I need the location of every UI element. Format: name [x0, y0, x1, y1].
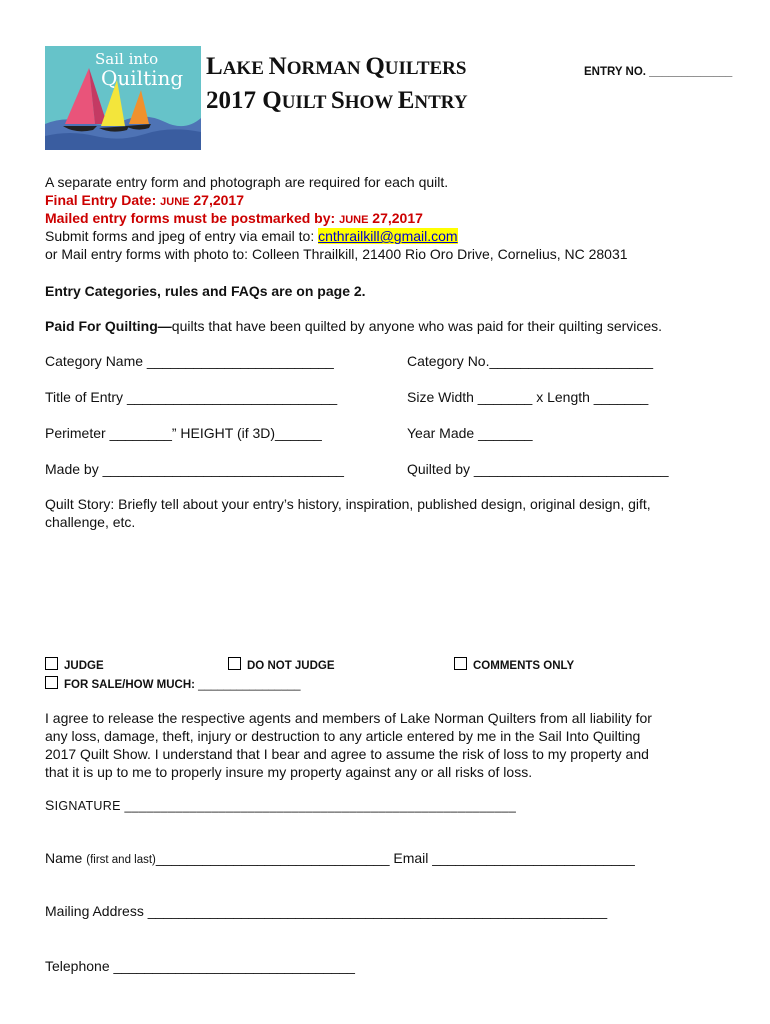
telephone-field[interactable]: Telephone _______________________________ [45, 958, 355, 974]
submit-email-line: Submit forms and jpeg of entry via email to: cnthrailkill@gmail.com [45, 228, 458, 244]
do-not-judge-checkbox[interactable] [228, 657, 241, 670]
do-not-judge-option[interactable]: DO NOT JUDGE [228, 657, 335, 672]
category-no-field[interactable]: Category No._____________________ [407, 353, 653, 369]
category-name-field[interactable]: Category Name ________________________ [45, 353, 334, 369]
categories-note: Entry Categories, rules and FAQs are on page 2. [45, 283, 366, 299]
paid-for-quilting: Paid For Quilting—quilts that have been quilted by anyone who was paid for their quilting services. [45, 318, 663, 334]
perimeter-height-field[interactable]: Perimeter ________” HEIGHT (if 3D)______ [45, 425, 322, 441]
made-by-field[interactable]: Made by _______________________________ [45, 461, 344, 477]
for-sale-checkbox[interactable] [45, 676, 58, 689]
email-link[interactable]: cnthrailkill@gmail.com [318, 228, 458, 244]
for-sale-price-field[interactable]: ________________ [198, 679, 301, 691]
form-title-line2: 2017 QUILT SHOW ENTRY [206, 87, 468, 114]
comments-only-option[interactable]: COMMENTS ONLY [454, 657, 574, 672]
name-field[interactable]: Name (first and last)______________________________ Email __________________________ [45, 850, 635, 866]
release-text-1: I agree to release the respective agents and members of Lake Norman Quilters from all liability for [45, 710, 652, 726]
mail-address-line: or Mail entry forms with photo to: Colleen Thrailkill, 21400 Rio Oro Drive, Cornelius, NC 28031 [45, 246, 628, 262]
release-text-4: that it is up to me to properly insure my property against any or all risks of loss. [45, 764, 533, 780]
size-field[interactable]: Size Width _______ x Length _______ [407, 389, 649, 405]
comments-only-checkbox[interactable] [454, 657, 467, 670]
release-text-2: any loss, damage, theft, injury or destruction to any article entered by me in the Sail Into Quilting [45, 728, 641, 744]
quilted-by-field[interactable]: Quilted by _________________________ [407, 461, 669, 477]
for-sale-option[interactable]: FOR SALE/HOW MUCH: ________________ [45, 676, 301, 691]
year-made-field[interactable]: Year Made _______ [407, 425, 533, 441]
judge-option[interactable]: JUDGE [45, 657, 104, 672]
entry-number-field[interactable]: ENTRY NO. _____________ [584, 66, 733, 78]
signature-field[interactable]: SIGNATURE ______________________________________________________ [45, 797, 517, 813]
judge-checkbox[interactable] [45, 657, 58, 670]
quilt-story-prompt-cont: challenge, etc. [45, 514, 136, 530]
quilt-story-prompt: Quilt Story: Briefly tell about your entry’s history, inspiration, published design, original design, gift, [45, 496, 651, 512]
final-entry-date: Final Entry Date: JUNE 27,2017 [45, 192, 244, 208]
form-title-line1: LAKE NORMAN QUILTERS [206, 53, 467, 80]
logo-line2: Quilting [101, 66, 184, 90]
intro-line: A separate entry form and photograph are required for each quilt. [45, 174, 449, 190]
email-field[interactable]: Email __________________________ [393, 850, 635, 866]
title-of-entry-field[interactable]: Title of Entry ___________________________ [45, 389, 338, 405]
mailing-address-field[interactable]: Mailing Address ___________________________________________________________ [45, 903, 608, 919]
release-text-3: 2017 Quilt Show. I understand that I bear and agree to assume the risk of loss to my property and [45, 746, 649, 762]
mailed-postmark-date: Mailed entry forms must be postmarked by: JUNE 27,2017 [45, 210, 423, 226]
sail-into-quilting-logo [45, 46, 201, 150]
logo-line1: Sail into [95, 50, 159, 68]
